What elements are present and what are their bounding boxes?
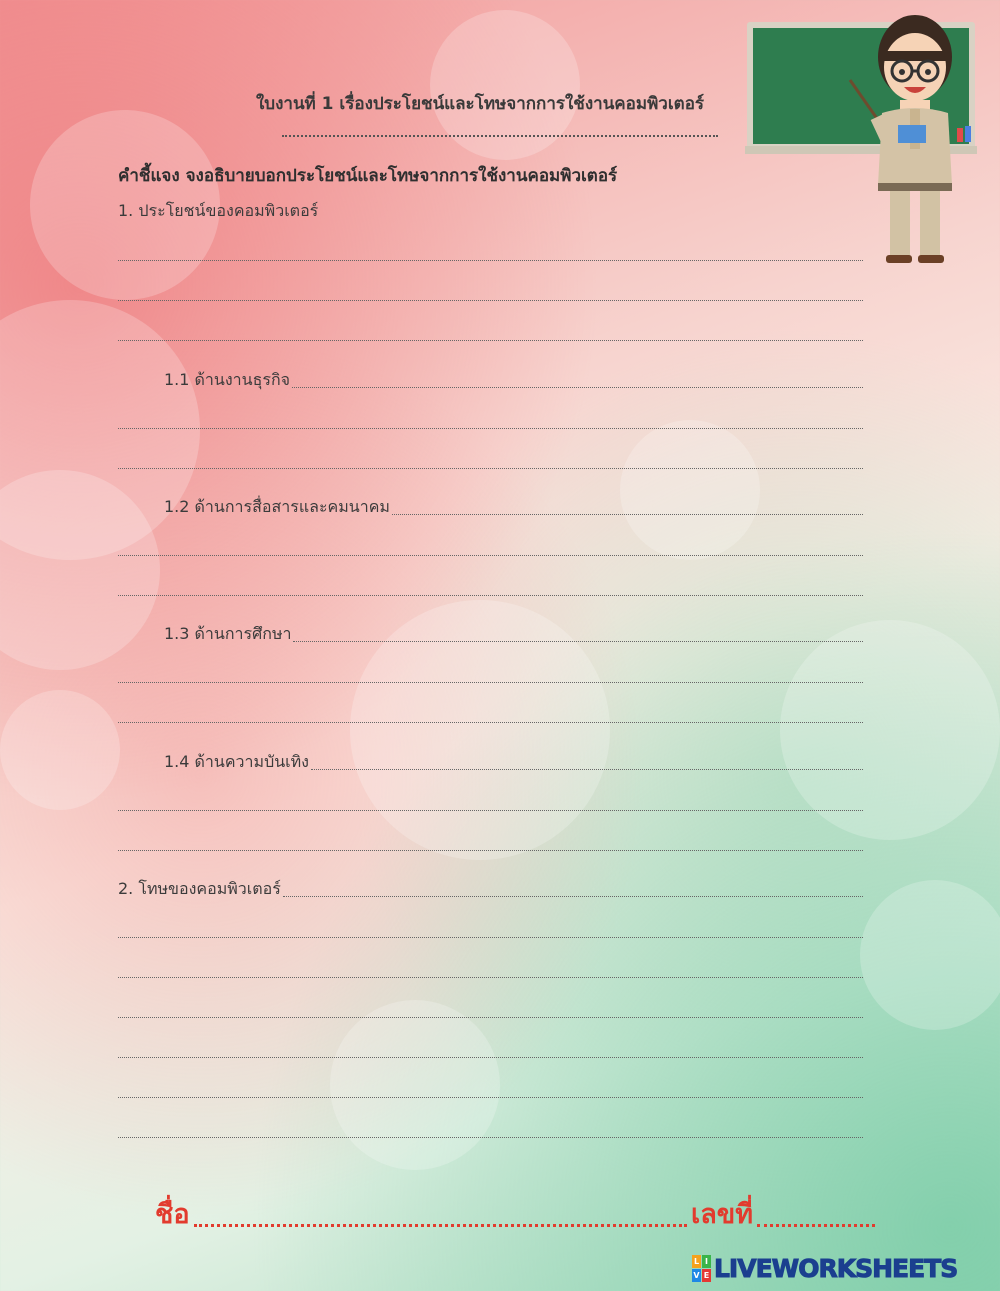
answer-line[interactable] xyxy=(118,467,863,469)
item-1-3-row xyxy=(164,621,863,645)
answer-line[interactable] xyxy=(118,1016,863,1018)
section1-heading: 1. ประโยชน์ของคอมพิวเตอร์ xyxy=(118,201,319,220)
answer-line[interactable] xyxy=(118,936,863,938)
worksheet-title: ใบงานที่ 1 เรื่องประโยชน์และโทษจากการใช้งานคอมพิวเตอร์ xyxy=(256,94,705,114)
item-1-4-label: 1.4 ด้านความบันเทิง xyxy=(164,752,309,771)
item-1-3-label: 1.3 ด้านการศึกษา xyxy=(164,624,292,643)
answer-line[interactable] xyxy=(118,259,863,261)
section2-heading-row xyxy=(118,876,863,900)
answer-line[interactable] xyxy=(292,369,863,388)
answer-line[interactable] xyxy=(283,878,863,897)
item-1-1-row xyxy=(164,367,863,391)
directions-text: คำชี้แจง จงอธิบายบอกประโยชน์และโทษจากการใช้งานคอมพิวเตอร์ xyxy=(118,166,618,186)
title-underline xyxy=(282,132,718,137)
answer-line[interactable] xyxy=(118,976,863,978)
item-1-4-row xyxy=(164,749,863,773)
answer-line[interactable] xyxy=(118,299,863,301)
student-info-row xyxy=(155,1192,875,1235)
name-label: ชื่อ xyxy=(155,1199,190,1230)
answer-line[interactable] xyxy=(118,809,863,811)
number-label: เลขที่ xyxy=(690,1199,753,1230)
answer-line[interactable] xyxy=(118,339,863,341)
teacher-figure-icon xyxy=(860,5,970,267)
answer-line[interactable] xyxy=(118,1096,863,1098)
item-1-1-label: 1.1 ด้านงานธุรกิจ xyxy=(164,370,290,389)
answer-line[interactable] xyxy=(311,751,863,770)
answer-line[interactable] xyxy=(118,1136,863,1138)
live-logo-icon: L I V E xyxy=(693,1256,710,1280)
answer-line[interactable] xyxy=(118,1056,863,1058)
answer-line[interactable] xyxy=(118,721,863,723)
item-1-2-row xyxy=(164,494,863,518)
answer-line[interactable] xyxy=(118,554,863,556)
answer-line[interactable] xyxy=(118,594,863,596)
answer-line[interactable] xyxy=(118,681,863,683)
liveworksheets-logo[interactable] xyxy=(692,1253,957,1283)
item-1-2-label: 1.2 ด้านการสื่อสารและคมนาคม xyxy=(164,497,390,516)
answer-line[interactable] xyxy=(118,849,863,851)
answer-line[interactable] xyxy=(118,427,863,429)
name-field[interactable] xyxy=(194,1204,687,1227)
logo-wordmark: LIVEWORKSHEETS xyxy=(714,1253,958,1283)
number-field[interactable] xyxy=(757,1204,875,1227)
section2-heading: 2. โทษของคอมพิวเตอร์ xyxy=(118,879,281,898)
section1-heading-row xyxy=(118,198,320,222)
answer-line[interactable] xyxy=(293,623,863,642)
answer-line[interactable] xyxy=(392,496,863,515)
